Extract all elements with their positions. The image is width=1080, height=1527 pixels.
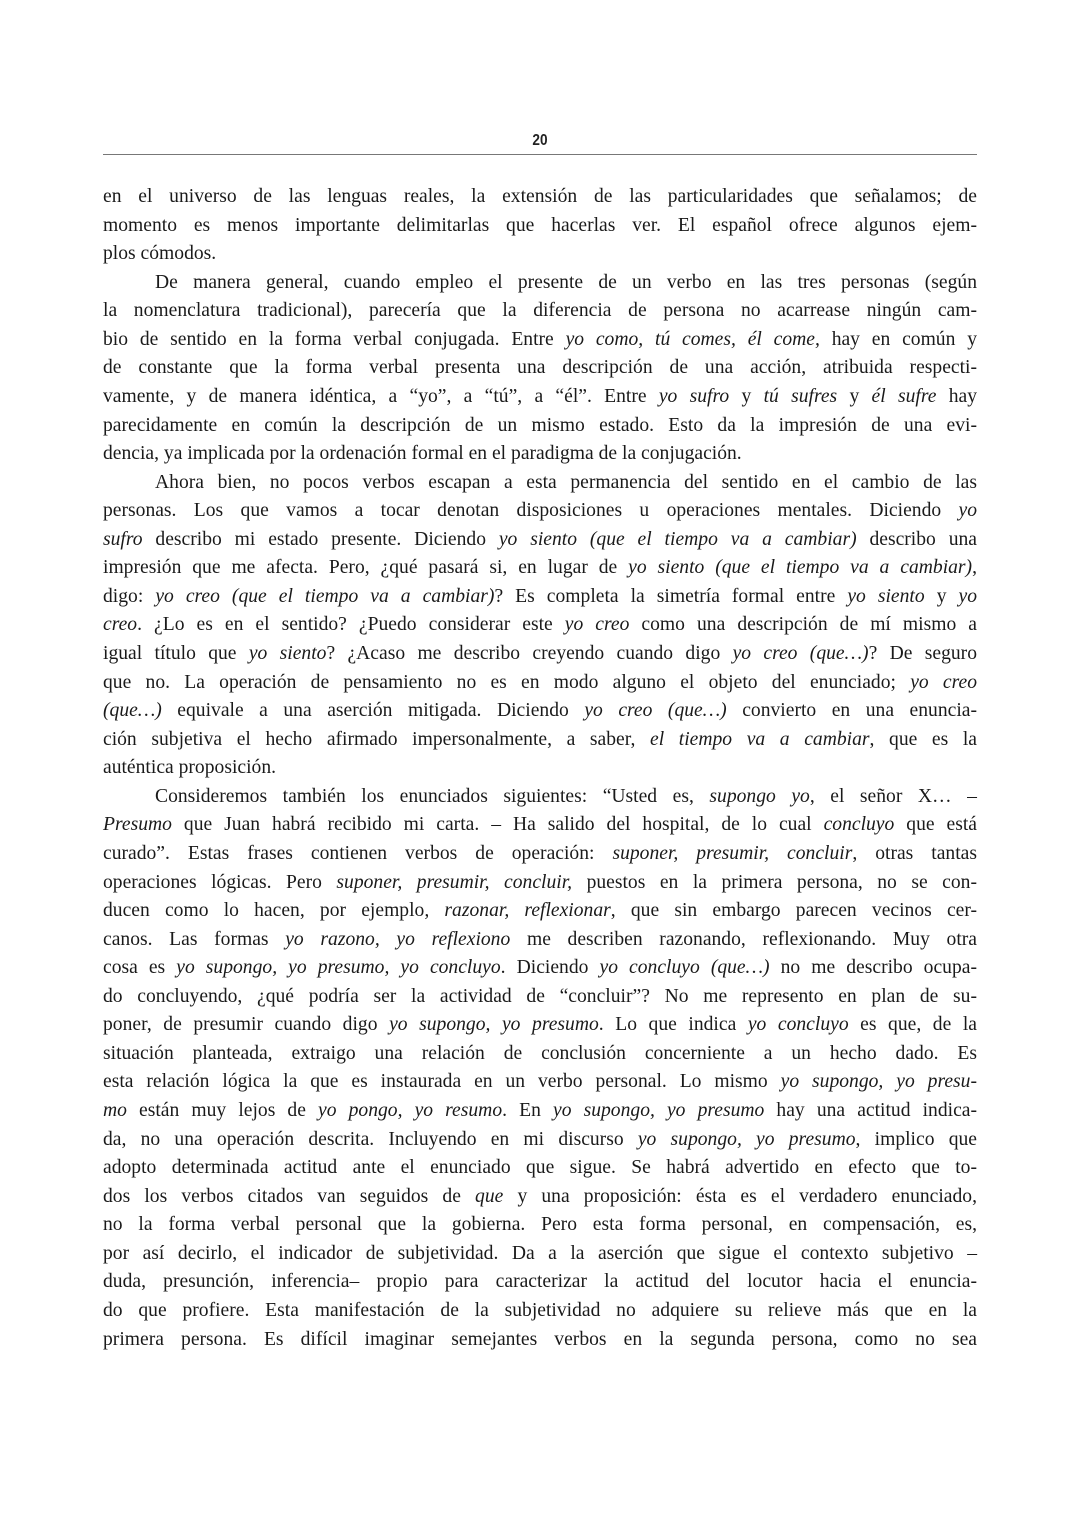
italic-text: supongo yo <box>709 785 810 807</box>
text-run: igual título que <box>103 643 249 664</box>
text-run: De manera general, cuando empleo el presente de un verbo en las tres personas (según <box>155 271 977 293</box>
italic-text: suponer, presumir, concluir <box>612 842 853 864</box>
text-line <box>103 1183 977 1212</box>
text-run: equivale a una aserción mitigada. Diciendo <box>161 700 585 722</box>
italic-text: que <box>475 1185 504 1207</box>
text-run: . En <box>502 1100 553 1121</box>
text-run: digo: <box>103 585 156 607</box>
text-line <box>103 297 977 326</box>
text-line <box>103 412 977 441</box>
italic-text: yo creo (que el tiempo va a cambiar) <box>155 585 495 607</box>
text-run: da, no una operación descrita. Incluyendo en mi discurso <box>103 1128 638 1150</box>
text-run: hay una actitud indica- <box>764 1100 978 1121</box>
text-run: personas. Los que vamos a tocar denotan disposiciones u operaciones mentales. Diciendo <box>103 500 959 522</box>
text-run: describo una <box>856 528 978 550</box>
text-line <box>103 526 977 555</box>
text-line <box>103 1211 977 1240</box>
text-line <box>103 1126 977 1155</box>
text-line <box>103 212 977 241</box>
italic-text: yo <box>958 585 978 607</box>
text-run: la nomenclatura tradicional), parecería que la diferencia de persona no acarrease ningún cam- <box>103 300 977 322</box>
text-line <box>103 1297 977 1326</box>
italic-text: concluyo <box>823 814 895 836</box>
text-line <box>103 954 977 983</box>
text-run: no la forma verbal personal que la gobierna. Pero esta forma personal, en compensación, es, <box>103 1214 977 1236</box>
text-line <box>103 497 977 526</box>
italic-text: el tiempo va a cambiar <box>650 728 870 750</box>
text-run: , el señor X… – <box>809 785 977 807</box>
text-run: ción subjetiva el hecho afirmado impersonalmente, a saber, <box>103 728 650 750</box>
text-run: parecidamente en común la descripción de un mismo estado. Esto da la impresión de una evi- <box>103 414 977 436</box>
italic-text: Presumo <box>103 814 172 836</box>
text-run: Consideremos también los enunciados siguientes: “Usted es, <box>155 785 710 807</box>
text-line <box>103 840 977 869</box>
text-run: y una proposición: ésta es el verdadero enunciado, <box>503 1185 977 1207</box>
text-run: adopto determinada actitud ante el enunciado que sigue. Se habrá advertido en efecto que to- <box>103 1157 977 1179</box>
text-run: primera persona. Es difícil imaginar semejantes verbos en la segunda persona, como no sea <box>103 1328 977 1350</box>
text-run: . Diciendo <box>500 957 600 979</box>
text-run: , otras tantas <box>852 842 977 864</box>
text-line <box>103 469 977 498</box>
body-text <box>103 183 977 1354</box>
text-line <box>103 697 977 726</box>
italic-text: yo supongo, yo presumo <box>389 1014 599 1036</box>
text-run: ? De seguro <box>868 643 978 664</box>
italic-text: (que…) <box>103 700 162 722</box>
italic-text: yo siento <box>248 643 327 664</box>
text-run: , <box>972 557 977 579</box>
text-run: y <box>837 385 872 407</box>
text-run: dos los verbos citados van seguidos de <box>103 1185 476 1207</box>
italic-text: yo <box>958 500 977 522</box>
text-line <box>103 240 977 269</box>
text-line <box>103 383 977 412</box>
text-run: curado”. Estas frases contienen verbos de operación: <box>103 842 613 864</box>
text-run: como una descripción de mí mismo a <box>629 614 977 636</box>
text-run: vamente, y de manera idéntica, a “yo”, a “tú”, a “él”. Entre <box>103 385 659 407</box>
text-run: Ahora bien, no pocos verbos escapan a esta permanencia del sentido en el cambio de las <box>155 471 977 493</box>
text-line <box>103 1154 977 1183</box>
text-line <box>103 326 977 355</box>
text-line <box>103 754 977 783</box>
italic-text: yo creo (que…) <box>732 643 869 664</box>
text-run: do que profiere. Esta manifestación de la subjetividad no adquiere su relieve más que en la <box>103 1299 977 1321</box>
text-run: operaciones lógicas. Pero <box>103 871 337 893</box>
text-line <box>103 726 977 755</box>
text-line <box>103 583 977 612</box>
text-run: situación planteada, extraigo una relación de conclusión concerniente a un hecho dado. Es <box>103 1042 977 1064</box>
text-line <box>103 440 977 469</box>
text-run: do concluyendo, ¿qué podría ser la actividad de “concluir”? No me represento en plan de su- <box>103 985 977 1007</box>
italic-text: yo creo <box>910 671 978 693</box>
text-run: que Juan habrá recibido mi carta. – Ha salido del hospital, de lo cual <box>171 814 824 836</box>
italic-text: yo concluyo (que…) <box>599 957 770 979</box>
text-run: convierto en una enuncia- <box>726 700 978 722</box>
text-line <box>103 669 977 698</box>
text-run: hay <box>936 385 977 407</box>
text-run: y <box>924 585 959 607</box>
italic-text: sufro <box>103 528 143 550</box>
italic-text: yo como, tú comes, él come, <box>565 328 820 350</box>
italic-text: mo <box>103 1100 127 1121</box>
italic-text: creo <box>103 614 138 636</box>
italic-text: yo razono, yo reflexiono <box>285 928 511 950</box>
page-number: 20 <box>532 132 548 149</box>
italic-text: yo supongo, yo presumo, yo concluyo <box>176 957 501 979</box>
italic-text: yo siento (que el tiempo va a cambiar) <box>498 528 857 550</box>
text-line <box>103 269 977 298</box>
text-run: . ¿Lo es en el sentido? ¿Puedo considerar este <box>137 614 565 636</box>
text-run: están muy lejos de <box>126 1100 319 1121</box>
text-run: bio de sentido en la forma verbal conjugada. Entre <box>103 328 566 350</box>
text-run: describo mi estado presente. Diciendo <box>142 528 499 550</box>
text-run: impresión que me afecta. Pero, ¿qué pasará si, en lugar de <box>103 557 629 579</box>
text-line <box>103 983 977 1012</box>
text-run: , implico que <box>855 1128 977 1150</box>
text-run: duda, presunción, inferencia– propio para caracterizar la actitud del locutor hacia el enuncia- <box>103 1271 977 1293</box>
text-line <box>103 1011 977 1040</box>
text-line <box>103 869 977 898</box>
text-run: de constante que la forma verbal presenta una descripción de una acción, atribuida respecti- <box>103 357 977 379</box>
text-run: que no. La operación de pensamiento no es en modo alguno el objeto del enunciado; <box>103 671 911 693</box>
italic-text: yo creo (que…) <box>584 700 727 722</box>
text-run: que está <box>894 814 977 836</box>
text-run: ? ¿Acaso me describo creyendo cuando digo <box>326 643 733 664</box>
text-run: no me describo ocupa- <box>769 957 977 979</box>
text-line <box>103 354 977 383</box>
italic-text: yo supongo, yo presumo <box>553 1100 765 1121</box>
text-line <box>103 1040 977 1069</box>
text-line <box>103 611 977 640</box>
text-run: esta relación lógica la que es instaurada en un verbo personal. Lo mismo <box>103 1071 781 1093</box>
text-run: por así decirlo, el indicador de subjetividad. Da a la aserción que sigue el contexto subjetivo – <box>103 1242 977 1264</box>
italic-text: yo creo <box>564 614 630 636</box>
text-run: hay en común y <box>819 328 977 350</box>
text-line <box>103 783 977 812</box>
text-line <box>103 1068 977 1097</box>
text-run: es que, de la <box>848 1014 977 1036</box>
text-run: , que sin embargo parecen vecinos cer- <box>610 900 977 922</box>
text-line <box>103 897 977 926</box>
text-run: , que es la <box>869 728 977 750</box>
text-run: ducen como lo hacen, por ejemplo <box>103 900 425 922</box>
text-line <box>103 554 977 583</box>
italic-text: yo concluyo <box>747 1014 849 1036</box>
italic-text: yo supongo, yo presumo <box>637 1128 856 1150</box>
italic-text: él sufre <box>871 385 937 407</box>
text-run: plos cómodos. <box>103 243 217 265</box>
italic-text: yo supongo, yo presu- <box>780 1071 977 1093</box>
text-run: momento es menos importante delimitarlas que hacerlas ver. El español ofrece algunos ejem- <box>103 214 977 236</box>
text-run: me describen razonando, reflexionando. Muy otra <box>510 928 977 950</box>
text-line <box>103 183 977 212</box>
text-line <box>103 1326 977 1355</box>
text-line <box>103 1097 977 1126</box>
text-line <box>103 926 977 955</box>
text-run: dencia, ya implicada por la ordenación formal en el paradigma de la conjugación. <box>103 443 742 465</box>
italic-text: yo sufro <box>658 385 730 407</box>
text-run: y <box>729 385 764 407</box>
text-run: poner, de presumir cuando digo <box>103 1014 390 1036</box>
italic-text: yo siento (que el tiempo va a cambiar) <box>628 557 973 579</box>
text-line <box>103 811 977 840</box>
text-run: en el universo de las lenguas reales, la extensión de las particularidades que señalamos; de <box>103 186 977 207</box>
text-run: ? Es completa la simetría formal entre <box>494 585 848 607</box>
text-run: . Lo que indica <box>598 1014 748 1036</box>
italic-text: suponer, presumir, concluir, <box>336 871 573 893</box>
header-rule <box>103 154 977 155</box>
text-line <box>103 1240 977 1269</box>
italic-text: tú sufres <box>763 385 838 407</box>
italic-text: yo siento <box>847 585 925 607</box>
text-run: cosa es <box>103 957 177 979</box>
text-run: puestos en la primera persona, no se con- <box>572 871 977 893</box>
text-line <box>103 640 977 669</box>
italic-text: yo pongo, yo resumo <box>318 1100 503 1121</box>
italic-text: , razonar, reflexionar <box>424 900 611 922</box>
text-run: canos. Las formas <box>103 928 286 950</box>
text-run: auténtica proposición. <box>103 757 277 779</box>
text-line <box>103 1268 977 1297</box>
